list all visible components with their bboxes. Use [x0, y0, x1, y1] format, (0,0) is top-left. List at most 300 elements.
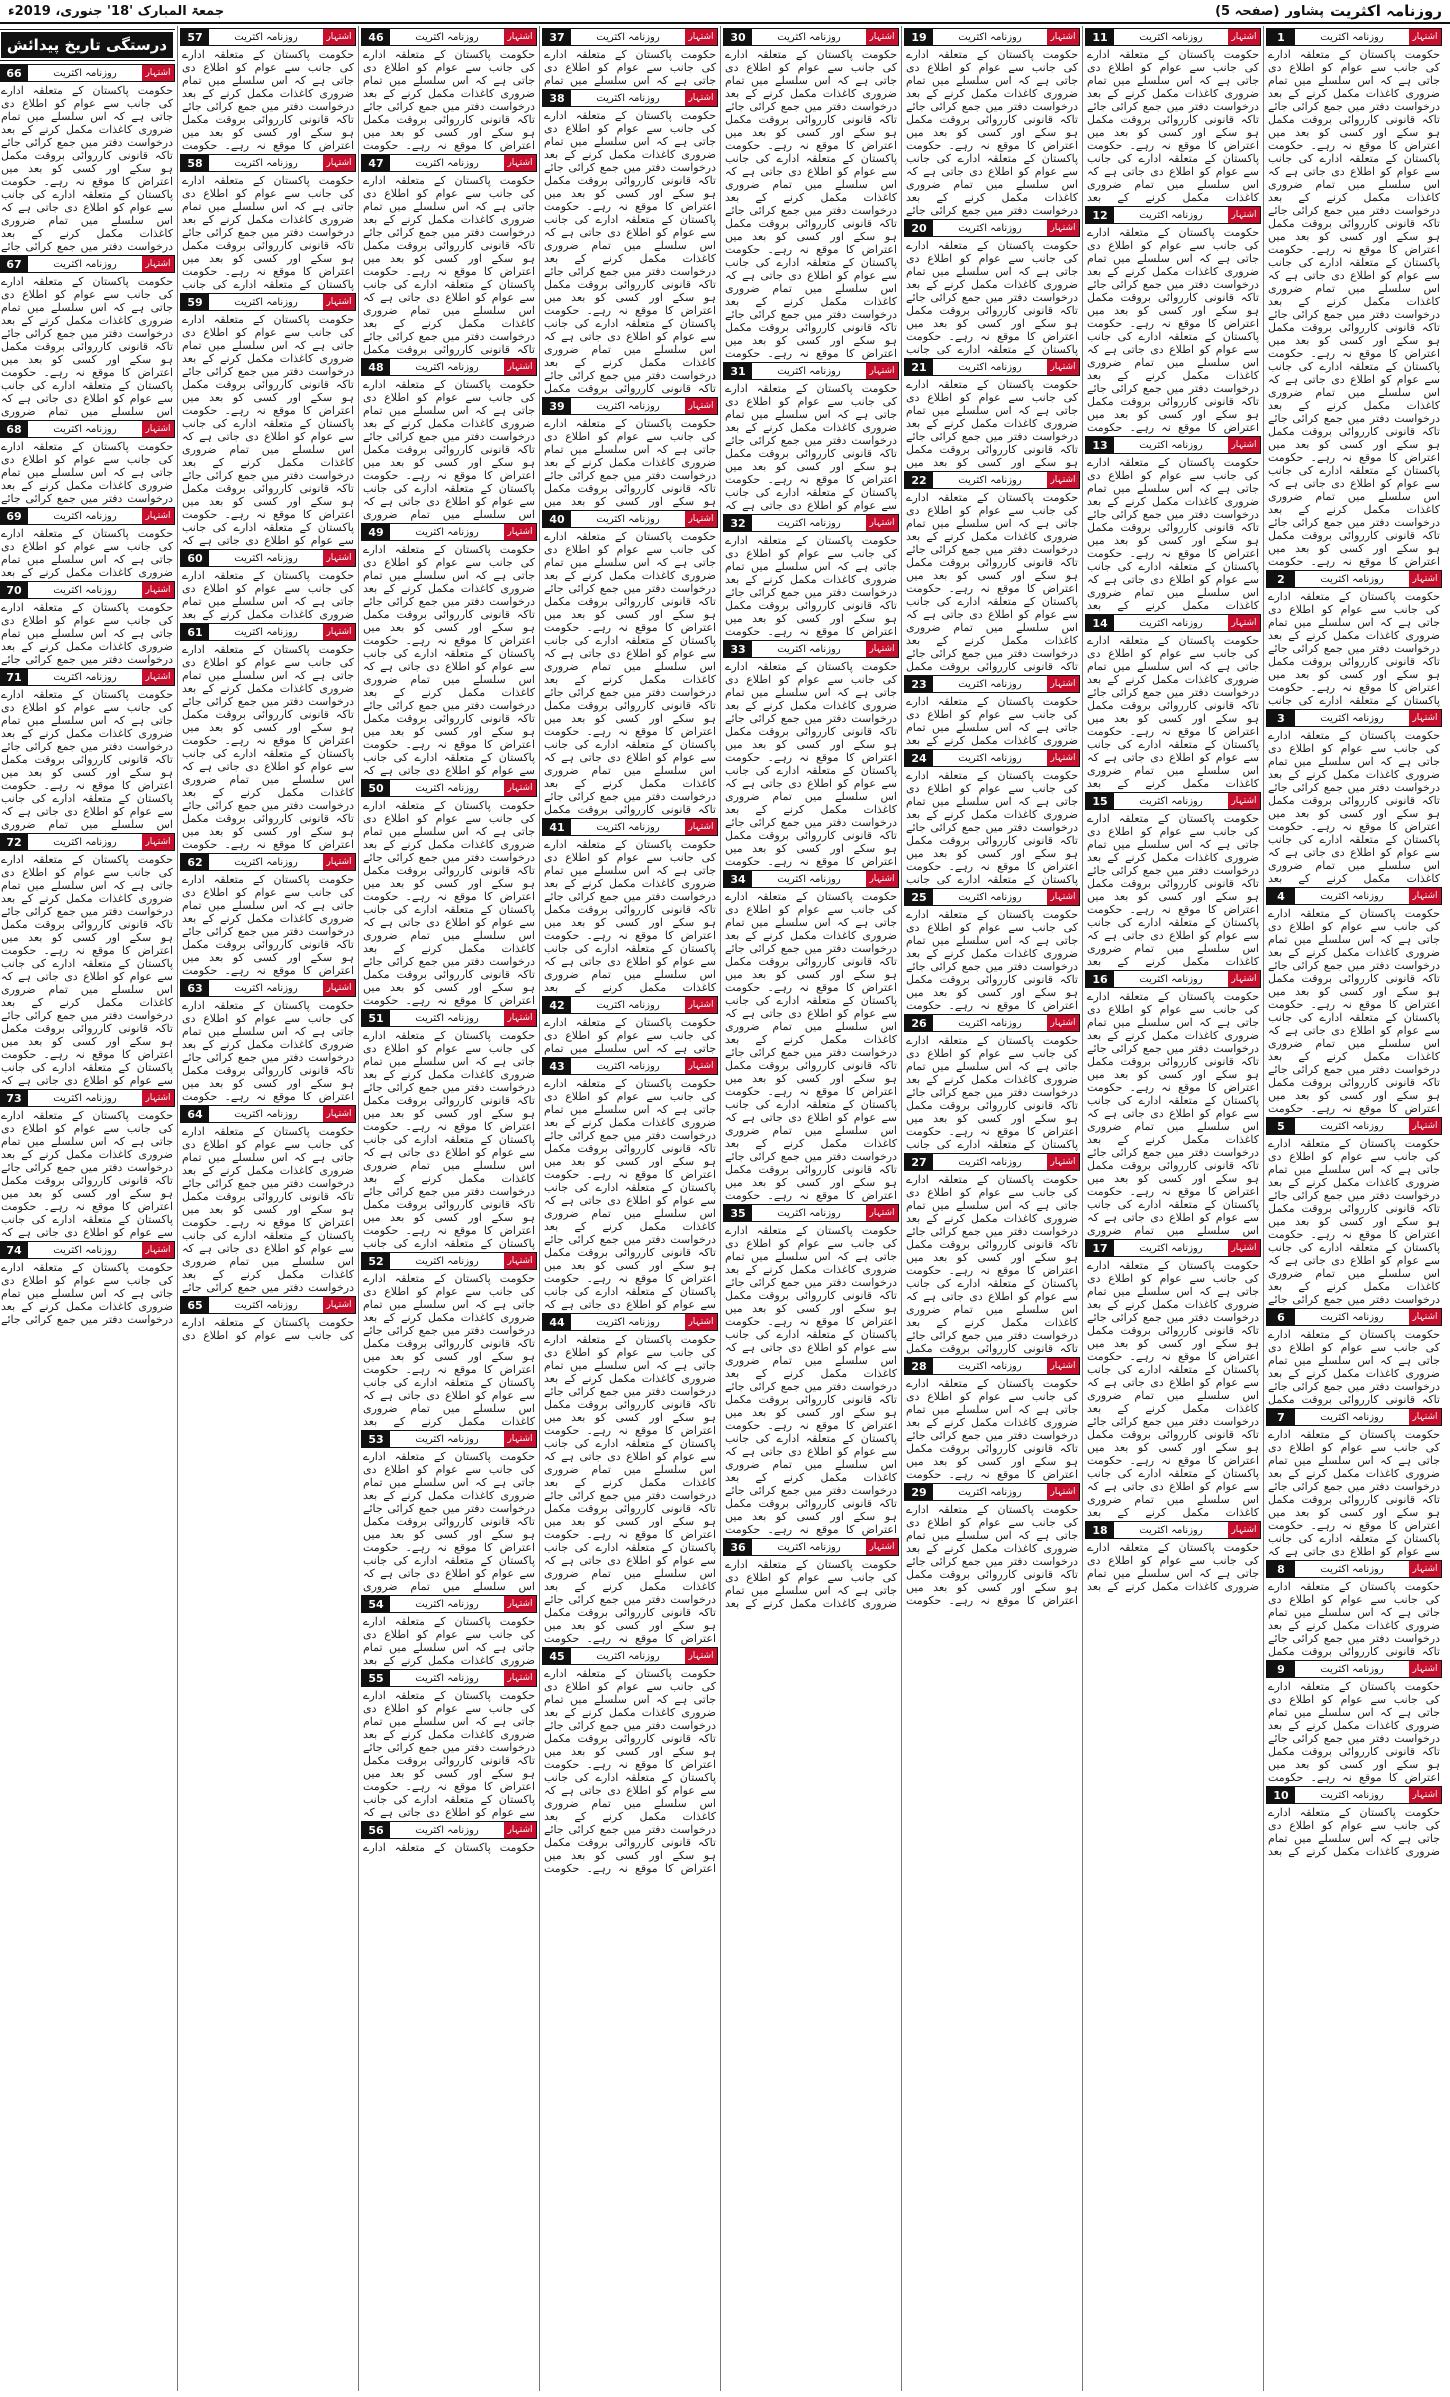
- notice-number: 42: [543, 997, 571, 1013]
- notice-paper-label: روزنامہ اکثریت: [209, 980, 323, 996]
- notice-item: [904, 1357, 1080, 1481]
- notice-number: 38: [543, 90, 571, 106]
- notice-item: [180, 623, 356, 851]
- notice-tag: اشتہار: [1047, 359, 1079, 375]
- notice-tag: اشتہار: [142, 582, 174, 598]
- notice-number: 15: [1086, 793, 1114, 809]
- notice-paper-label: روزنامہ اکثریت: [1295, 1309, 1409, 1325]
- notice-paper-label: روزنامہ اکثریت: [571, 997, 685, 1013]
- notice-header: [904, 358, 1080, 376]
- notice-item: [0, 668, 175, 831]
- notice-column: [180, 26, 356, 2391]
- notice-paper-label: روزنامہ اکثریت: [1295, 29, 1409, 45]
- notice-body: حکومت پاکستان کے متعلقہ ادارے کی جانب سے عوام کو اطلاع دی جاتی ہے کہ اس سلسلے میں تمام ضروری کاغذات مکمل کرنے کے بعد درخواست دفتر میں جمع کرائی جائے تاکہ قانونی کارروائی بروقت مکمل ہو سکے اور کسی کو بعد میں اعتراض کا موقع نہ رہے۔ حکومت: [363, 48, 535, 152]
- notice-item: [1085, 28, 1261, 204]
- notice-number: 19: [905, 29, 933, 45]
- notice-tag: اشتہار: [866, 1539, 898, 1555]
- notice-body: حکومت پاکستان کے متعلقہ ادارے کی جانب سے عوام کو اطلاع دی جاتی ہے کہ اس سلسلے میں تمام ضروری کاغذات مکمل کرنے کے بعد درخواست دفتر میں جمع کرائی جائے تاکہ قانونی کارروائی بروقت مکمل ہو سکے اور کسی کو بعد میں اعتراض کا موقع نہ رہے۔ حکومت پاکستان کے متعلقہ ادارے کی جانب سے عوام کو اطلاع دی جاتی ہے کہ اس سلسلے میں تمام ضروری کاغذات مکمل کرنے کے بعد: [1268, 729, 1440, 885]
- notice-header: [361, 1669, 537, 1687]
- notice-number: 11: [1086, 29, 1114, 45]
- notice-paper-label: روزنامہ اکثریت: [209, 854, 323, 870]
- notice-number: 59: [181, 294, 209, 310]
- notice-tag: اشتہار: [1228, 207, 1260, 223]
- notice-paper-label: روزنامہ اکثریت: [752, 871, 866, 887]
- notice-item: [542, 28, 718, 87]
- notice-number: 71: [0, 669, 28, 685]
- notice-item: [180, 1105, 356, 1294]
- notice-tag: اشتہار: [504, 1253, 536, 1269]
- notice-tag: اشتہار: [1047, 29, 1079, 45]
- column-divider: [539, 26, 540, 2391]
- notice-header: [0, 833, 175, 851]
- notice-paper-label: روزنامہ اکثریت: [752, 29, 866, 45]
- notice-body: حکومت پاکستان کے متعلقہ ادارے کی جانب سے عوام کو اطلاع دی جاتی ہے کہ اس سلسلے میں تمام ضروری کاغذات مکمل کرنے کے بعد: [906, 695, 1078, 747]
- notice-paper-label: روزنامہ اکثریت: [209, 550, 323, 566]
- notice-header: [904, 28, 1080, 46]
- notice-column: [904, 26, 1080, 2391]
- notice-number: 27: [905, 1154, 933, 1170]
- notice-tag: اشتہار: [1228, 1240, 1260, 1256]
- notice-item: [542, 1313, 718, 1645]
- column-divider: [1263, 26, 1264, 2391]
- notice-header: [542, 1057, 718, 1075]
- notice-body: حکومت پاکستان کے متعلقہ ادارے کی جانب سے عوام کو اطلاع دی جاتی ہے کہ اس سلسلے میں تمام ضروری کاغذات مکمل کرنے کے بعد درخواست دفتر میں جمع کرائی جائے تاکہ قانونی کارروائی بروقت مکمل ہو سکے اور کسی کو بعد میں اعتراض کا موقع نہ رہے۔ حکومت پاکستان کے متعلقہ ادارے کی جانب: [906, 239, 1078, 356]
- notice-paper-label: روزنامہ اکثریت: [752, 641, 866, 657]
- notice-number: 39: [543, 398, 571, 414]
- issue-date: جمعۃ المبارک '18' جنوری، 2019ء: [8, 3, 225, 19]
- notice-header: [904, 1357, 1080, 1375]
- notice-body: حکومت پاکستان کے متعلقہ ادارے کی جانب سے عوام کو اطلاع دی جاتی ہے کہ اس سلسلے میں تمام ضروری کاغذات مکمل کرنے کے بعد درخواست دفتر میں جمع کرائی جائے تاکہ قانونی کارروائی بروقت مکمل ہو سکے اور کسی کو بعد میں اعتراض کا موقع نہ رہے۔ حکومت پاکستان کے متعلقہ ادارے کی جانب سے عوام کو اطلاع دی جاتی ہے کہ اس سلسلے میں تمام ضروری کاغذات مکمل کرنے کے بعد درخواست دفتر میں جمع کرائی جائے تاکہ قانونی کارروائی بروقت مکمل ہو سکے اور کسی کو بعد میں اعتراض کا موقع نہ رہے۔ حکومت پاکستان کے متعلقہ ادارے کی جانب: [363, 1029, 535, 1250]
- notice-tag: اشتہار: [1047, 750, 1079, 766]
- notice-body: حکومت پاکستان کے متعلقہ ادارے کی جانب سے عوام کو اطلاع دی جاتی ہے کہ اس سلسلے میں تمام ضروری کاغذات مکمل کرنے کے بعد درخواست دفتر میں جمع کرائی جائے تاکہ قانونی کارروائی بروقت مکمل ہو سکے اور کسی کو بعد میں: [544, 417, 716, 508]
- notice-header: [1266, 1560, 1442, 1578]
- notice-tag: اشتہار: [504, 1596, 536, 1612]
- notice-item: [361, 154, 537, 356]
- notice-header: [1085, 206, 1261, 224]
- notice-number: 48: [362, 359, 390, 375]
- notice-tag: اشتہار: [323, 624, 355, 640]
- notice-item: [723, 514, 899, 638]
- notice-header: [361, 779, 537, 797]
- notice-number: 43: [543, 1058, 571, 1074]
- notice-paper-label: روزنامہ اکثریت: [209, 155, 323, 171]
- notice-header: [904, 888, 1080, 906]
- notice-number: 28: [905, 1358, 933, 1374]
- notice-header: [180, 549, 356, 567]
- notice-item: [1266, 28, 1442, 568]
- notice-number: 68: [0, 421, 28, 437]
- notice-body: حکومت پاکستان کے متعلقہ ادارے کی جانب سے عوام کو اطلاع دی جاتی ہے کہ اس سلسلے میں تمام ضروری کاغذات مکمل کرنے کے بعد درخواست دفتر میں جمع کرائی جائے تاکہ قانونی کارروائی بروقت مکمل: [1268, 1580, 1440, 1658]
- notice-paper-label: روزنامہ اکثریت: [28, 421, 142, 437]
- notice-number: 45: [543, 1648, 571, 1664]
- notice-tag: اشتہار: [866, 29, 898, 45]
- notice-tag: اشتہار: [504, 780, 536, 796]
- notice-number: 14: [1086, 615, 1114, 631]
- notice-item: [1266, 570, 1442, 707]
- notice-paper-label: روزنامہ اکثریت: [1295, 1787, 1409, 1803]
- notice-number: 52: [362, 1253, 390, 1269]
- notice-number: 55: [362, 1670, 390, 1686]
- notice-header: [1085, 792, 1261, 810]
- notice-tag: اشتہار: [1228, 437, 1260, 453]
- notice-paper-label: روزنامہ اکثریت: [209, 1106, 323, 1122]
- notice-body: حکومت پاکستان کے متعلقہ ادارے کی جانب سے عوام کو اطلاع دی جاتی ہے کہ اس سلسلے میں تمام ضروری کاغذات مکمل کرنے کے بعد درخواست دفتر میں جمع کرائی جائے تاکہ قانونی کارروائی بروقت مکمل ہو سکے اور کسی کو بعد میں اعتراض کا موقع نہ رہے۔ حکومت پاکستان کے متعلقہ ادارے کی جانب سے عوام کو اطلاع دی جاتی ہے کہ اس سلسلے میں تمام ضروری: [363, 378, 535, 521]
- notice-paper-label: روزنامہ اکثریت: [933, 472, 1047, 488]
- notice-body: حکومت پاکستان کے متعلقہ ادارے کی جانب سے عوام کو اطلاع دی جاتی ہے کہ اس سلسلے میں تمام ضروری کاغذات مکمل کرنے کے بعد درخواست دفتر میں جمع کرائی جائے تاکہ قانونی کارروائی بروقت مکمل ہو سکے اور کسی کو بعد میں اعتراض کا موقع نہ رہے۔ حکومت پاکستان کے متعلقہ ادارے کی جانب سے عوام کو اطلاع دی جاتی ہے کہ اس سلسلے میں تمام ضروری کاغذات مکمل کرنے کے بعد: [1087, 48, 1259, 204]
- notice-item: [1266, 709, 1442, 885]
- notice-paper-label: روزنامہ اکثریت: [933, 676, 1047, 692]
- notice-item: [1266, 1117, 1442, 1306]
- notice-paper-label: روزنامہ اکثریت: [571, 1648, 685, 1664]
- notice-header: [180, 853, 356, 871]
- notice-header: [361, 1009, 537, 1027]
- notice-paper-label: روزنامہ اکثریت: [933, 29, 1047, 45]
- notice-tag: اشتہار: [866, 871, 898, 887]
- city-name: پشاور: [1285, 3, 1324, 19]
- notice-item: [180, 853, 356, 977]
- notice-body: حکومت پاکستان کے متعلقہ ادارے کی جانب سے عوام کو اطلاع دی جاتی ہے کہ اس سلسلے میں تمام ضروری کاغذات مکمل کرنے کے بعد درخواست دفتر میں جمع کرائی جائے تاکہ قانونی کارروائی بروقت مکمل ہو سکے اور کسی کو بعد میں اعتراض کا موقع نہ رہے۔ حکومت پاکستان کے متعلقہ ادارے کی جانب سے عوام کو اطلاع دی جاتی ہے کہ اس سلسلے میں تمام ضروری کاغذات مکمل کرنے کے بعد درخواست دفتر میں جمع کرائی جائے: [1268, 1137, 1440, 1306]
- notice-body: حکومت پاکستان کے متعلقہ ادارے کی جانب سے عوام کو اطلاع دی جاتی ہے کہ اس سلسلے میں تمام ضروری کاغذات مکمل کرنے کے بعد درخواست دفتر میں جمع کرائی جائے تاکہ قانونی کارروائی بروقت مکمل ہو سکے اور کسی کو بعد میں اعتراض کا موقع نہ رہے۔ حکومت پاکستان کے متعلقہ ادارے کی جانب سے عوام کو اطلاع دی جاتی ہے کہ اس سلسلے میں تمام ضروری: [363, 1450, 535, 1593]
- notice-column: [361, 26, 537, 2391]
- notice-tag: اشتہار: [1228, 971, 1260, 987]
- notice-header: [1266, 1660, 1442, 1678]
- notice-item: [1085, 1239, 1261, 1519]
- notice-item: [904, 749, 1080, 886]
- notice-number: 61: [181, 624, 209, 640]
- notice-paper-label: روزنامہ اکثریت: [571, 511, 685, 527]
- notice-body: حکومت پاکستان کے متعلقہ ادارے کی جانب سے عوام کو اطلاع دی جاتی ہے کہ اس سلسلے میں تمام ضروری کاغذات مکمل کرنے کے بعد درخواست دفتر میں جمع کرائی جائے تاکہ قانونی کارروائی بروقت مکمل ہو سکے اور کسی کو بعد میں اعتراض کا موقع نہ رہے۔ حکومت پاکستان کے متعلقہ ادارے کی جانب سے عوام کو اطلاع دی جاتی ہے کہ اس سلسلے میں تمام ضروری کاغذات مکمل کرنے کے بعد درخواست دفتر میں جمع کرائی جائے تاکہ قانونی کارروائی بروقت مکمل ہو سکے اور کسی کو بعد میں اعتراض کا موقع نہ رہے۔ حکومت: [1087, 226, 1259, 434]
- notice-header: [542, 996, 718, 1014]
- notice-body: حکومت پاکستان کے متعلقہ ادارے کی جانب سے عوام کو اطلاع دی جاتی ہے کہ اس سلسلے میں تمام ضروری کاغذات مکمل کرنے کے بعد درخواست دفتر میں جمع کرائی جائے تاکہ قانونی کارروائی بروقت مکمل ہو سکے اور کسی کو بعد میں اعتراض کا موقع نہ رہے۔ حکومت پاکستان کے متعلقہ ادارے کی جانب سے عوام کو اطلاع دی جاتی ہے کہ اس سلسلے میں تمام ضروری کاغذات مکمل کرنے کے بعد درخواست دفتر میں جمع کرائی جائے تاکہ قانونی کارروائی بروقت مکمل ہو سکے اور کسی کو بعد میں اعتراض کا موقع نہ رہے۔ حکومت: [182, 643, 354, 851]
- notice-number: 22: [905, 472, 933, 488]
- notice-paper-label: روزنامہ اکثریت: [752, 515, 866, 531]
- notice-body: حکومت پاکستان کے متعلقہ ادارے کی جانب سے عوام کو اطلاع دی جاتی ہے کہ اس سلسلے میں تمام ضروری کاغذات مکمل کرنے کے بعد درخواست دفتر میں جمع کرائی جائے تاکہ قانونی کارروائی بروقت مکمل ہو سکے اور کسی کو بعد میں اعتراض کا موقع نہ رہے۔ حکومت پاکستان کے متعلقہ ادارے کی جانب سے عوام کو اطلاع دی جاتی ہے کہ اس سلسلے میں تمام ضروری کاغذات مکمل کرنے کے بعد درخواست دفتر میں جمع کرائی جائے: [1, 84, 173, 253]
- notice-body: حکومت پاکستان کے متعلقہ ادارے کی جانب سے عوام کو اطلاع دی جاتی ہے کہ اس سلسلے میں تمام ضروری کاغذات مکمل کرنے کے بعد درخواست دفتر میں جمع کرائی جائے تاکہ قانونی کارروائی بروقت مکمل ہو سکے اور کسی کو بعد میں اعتراض کا موقع نہ رہے۔ حکومت پاکستان کے متعلقہ ادارے کی جانب سے عوام کو اطلاع دی جاتی ہے کہ اس سلسلے میں تمام ضروری کاغذات مکمل کرنے کے بعد درخواست دفتر میں جمع کرائی جائے تاکہ قانونی کارروائی بروقت مکمل: [363, 174, 535, 356]
- notice-number: 60: [181, 550, 209, 566]
- notice-column: [0, 26, 175, 2391]
- notice-header: [542, 397, 718, 415]
- notice-number: 31: [724, 363, 752, 379]
- notice-number: 1: [1267, 29, 1295, 45]
- notice-number: 57: [181, 29, 209, 45]
- notice-item: [0, 420, 175, 505]
- notice-paper-label: روزنامہ اکثریت: [28, 834, 142, 850]
- notice-paper-label: روزنامہ اکثریت: [1114, 29, 1228, 45]
- notice-item: [0, 507, 175, 579]
- column-divider: [901, 26, 902, 2391]
- notice-tag: اشتہار: [323, 854, 355, 870]
- notice-paper-label: روزنامہ اکثریت: [390, 780, 504, 796]
- notice-item: [1266, 887, 1442, 1115]
- notice-item: [904, 888, 1080, 1012]
- notice-header: [904, 1483, 1080, 1501]
- notice-paper-label: روزنامہ اکثریت: [571, 1058, 685, 1074]
- notice-paper-label: روزنامہ اکثریت: [28, 1090, 142, 1106]
- notice-tag: اشتہار: [685, 997, 717, 1013]
- notice-header: [0, 420, 175, 438]
- notice-paper-label: روزنامہ اکثریت: [390, 359, 504, 375]
- notice-header: [542, 818, 718, 836]
- notice-header: [1085, 436, 1261, 454]
- notice-tag: اشتہار: [142, 669, 174, 685]
- notice-header: [361, 28, 537, 46]
- notice-column: [1085, 26, 1261, 2391]
- notice-header: [180, 623, 356, 641]
- notice-header: [1266, 1117, 1442, 1135]
- notice-body: حکومت پاکستان کے متعلقہ ادارے کی جانب سے عوام کو اطلاع دی جاتی ہے کہ اس سلسلے میں تمام ضروری کاغذات مکمل کرنے کے بعد درخواست دفتر میں جمع کرائی جائے تاکہ قانونی کارروائی بروقت مکمل: [1268, 1328, 1440, 1406]
- notice-body: حکومت پاکستان کے متعلقہ ادارے کی جانب سے عوام کو اطلاع دی جاتی ہے کہ اس سلسلے میں تمام ضروری کاغذات مکمل کرنے کے بعد درخواست دفتر میں جمع کرائی جائے تاکہ قانونی کارروائی بروقت مکمل ہو سکے اور کسی کو بعد میں اعتراض کا موقع نہ رہے۔ حکومت پاکستان کے متعلقہ ادارے کی جانب سے عوام کو اطلاع دی جاتی ہے کہ اس سلسلے میں تمام ضروری کاغذات مکمل کرنے کے بعد درخواست دفتر میں جمع کرائی جائے تاکہ قانونی کارروائی بروقت مکمل ہو سکے اور کسی کو بعد میں اعتراض کا موقع نہ رہے۔ حکومت پاکستان کے متعلقہ ادارے کی جانب سے عوام کو اطلاع دی جاتی ہے کہ: [1, 853, 173, 1087]
- notice-tag: اشتہار: [323, 29, 355, 45]
- notice-body: حکومت پاکستان کے متعلقہ ادارے کی جانب سے عوام کو اطلاع دی جاتی ہے کہ اس سلسلے میں تمام ضروری کاغذات مکمل کرنے کے بعد درخواست دفتر میں جمع کرائی جائے تاکہ قانونی کارروائی بروقت مکمل ہو سکے اور کسی کو بعد میں اعتراض کا موقع نہ رہے۔ حکومت پاکستان کے متعلقہ ادارے کی جانب سے عوام کو اطلاع دی جاتی ہے کہ اس سلسلے میں تمام ضروری کاغذات مکمل کرنے کے بعد درخواست دفتر میں جمع کرائی جائے تاکہ قانونی کارروائی بروقت مکمل ہو سکے اور کسی کو بعد میں اعتراض کا موقع نہ رہے۔ حکومت پاکستان کے متعلقہ ادارے کی جانب سے عوام کو اطلاع دی جاتی ہے کہ اس سلسلے میں تمام ضروری کاغذات مکمل کرنے کے بعد درخواست دفتر میں جمع کرائی جائے تاکہ قانونی کارروائی بروقت مکمل ہو سکے اور کسی کو بعد میں اعتراض کا موقع نہ رہے۔ حکومت: [544, 1333, 716, 1645]
- notice-tag: اشتہار: [504, 29, 536, 45]
- notice-body: حکومت پاکستان کے متعلقہ ادارے کی جانب سے عوام کو اطلاع دی جاتی ہے کہ اس سلسلے میں تمام ضروری کاغذات مکمل کرنے کے بعد درخواست دفتر میں جمع کرائی جائے تاکہ قانونی کارروائی بروقت مکمل ہو سکے اور کسی کو بعد میں اعتراض کا موقع نہ رہے۔ حکومت پاکستان کے متعلقہ ادارے کی جانب: [906, 769, 1078, 886]
- notice-paper-label: روزنامہ اکثریت: [1114, 793, 1228, 809]
- notice-header: [723, 1538, 899, 1556]
- notice-body: حکومت پاکستان کے متعلقہ ادارے کی جانب سے عوام کو اطلاع دی جاتی ہے کہ اس سلسلے میں تمام ضروری کاغذات مکمل کرنے کے بعد درخواست دفتر میں جمع کرائی جائے تاکہ قانونی کارروائی بروقت مکمل ہو سکے اور کسی کو بعد میں اعتراض کا موقع نہ رہے۔ حکومت: [906, 1377, 1078, 1481]
- notice-number: 4: [1267, 888, 1295, 904]
- notice-number: 3: [1267, 710, 1295, 726]
- notice-number: 70: [0, 582, 28, 598]
- notice-paper-label: روزنامہ اکثریت: [571, 29, 685, 45]
- notice-tag: اشتہار: [1047, 1015, 1079, 1031]
- notice-tag: اشتہار: [1409, 29, 1441, 45]
- notice-number: 63: [181, 980, 209, 996]
- notice-paper-label: روزنامہ اکثریت: [571, 90, 685, 106]
- notice-paper-label: روزنامہ اکثریت: [752, 1205, 866, 1221]
- notice-tag: اشتہار: [323, 1297, 355, 1313]
- notice-body: حکومت پاکستان کے متعلقہ ادارے کی جانب سے عوام کو اطلاع دی جاتی ہے کہ اس سلسلے میں تمام ضروری کاغذات مکمل کرنے کے بعد درخواست دفتر میں جمع کرائی جائے: [1, 1261, 173, 1326]
- notice-item: [1085, 970, 1261, 1237]
- notice-body: حکومت پاکستان کے متعلقہ ادارے کی جانب سے عوام کو اطلاع دی جاتی ہے کہ اس سلسلے میں تمام ضروری کاغذات مکمل کرنے کے بعد درخواست دفتر میں جمع کرائی جائے تاکہ قانونی کارروائی بروقت مکمل ہو سکے اور کسی کو بعد میں اعتراض کا موقع نہ رہے۔ حکومت: [182, 999, 354, 1103]
- column-divider: [720, 26, 721, 2391]
- section-banner: درستگی تاریخ پیدائش: [0, 30, 175, 60]
- notice-number: 65: [181, 1297, 209, 1313]
- notice-header: [904, 219, 1080, 237]
- notice-tag: اشتہار: [685, 819, 717, 835]
- notice-header: [1266, 1408, 1442, 1426]
- notice-paper-label: روزنامہ اکثریت: [28, 1242, 142, 1258]
- notice-body: حکومت پاکستان کے متعلقہ ادارے کی جانب سے عوام کو اطلاع دی جاتی ہے کہ اس سلسلے میں تمام ضروری کاغذات مکمل کرنے کے بعد درخواست دفتر میں جمع کرائی جائے تاکہ قانونی کارروائی بروقت مکمل ہو سکے اور کسی کو بعد میں اعتراض کا موقع نہ رہے۔ حکومت پاکستان کے متعلقہ ادارے کی جانب سے عوام کو اطلاع دی جاتی ہے کہ اس سلسلے میں تمام ضروری کاغذات مکمل کرنے کے بعد درخواست دفتر میں جمع کرائی جائے تاکہ قانونی کارروائی بروقت مکمل ہو سکے اور کسی کو بعد میں اعتراض کا موقع نہ رہے۔ حکومت: [544, 1667, 716, 1875]
- notice-paper-label: روزنامہ اکثریت: [1295, 888, 1409, 904]
- notice-body: حکومت پاکستان کے متعلقہ ادارے: [363, 1841, 535, 1854]
- notice-header: [904, 471, 1080, 489]
- notice-number: 54: [362, 1596, 390, 1612]
- notice-item: [723, 870, 899, 1202]
- notice-body: حکومت پاکستان کے متعلقہ ادارے کی جانب سے عوام کو اطلاع دی جاتی ہے کہ اس سلسلے میں تمام ضروری کاغذات مکمل کرنے کے بعد درخواست دفتر میں جمع کرائی جائے تاکہ قانونی کارروائی بروقت مکمل ہو سکے اور کسی کو بعد میں اعتراض کا موقع نہ رہے۔ حکومت پاکستان کے متعلقہ ادارے کی جانب سے عوام کو اطلاع دی جاتی ہے کہ اس سلسلے میں تمام ضروری کاغذات مکمل کرنے کے بعد درخواست دفتر میں جمع کرائی جائے تاکہ قانونی کارروائی بروقت مکمل ہو سکے اور کسی کو بعد میں اعتراض کا موقع نہ رہے۔ حکومت: [363, 799, 535, 1007]
- notice-header: [361, 358, 537, 376]
- notice-paper-label: روزنامہ اکثریت: [28, 669, 142, 685]
- notice-tag: اشتہار: [1047, 1154, 1079, 1170]
- notice-header: [180, 154, 356, 172]
- notice-item: [1266, 1408, 1442, 1558]
- notice-paper-label: روزنامہ اکثریت: [752, 363, 866, 379]
- notice-number: 56: [362, 1822, 390, 1838]
- notice-item: [542, 510, 718, 816]
- notice-column: [542, 26, 718, 2391]
- notice-body: حکومت پاکستان کے متعلقہ ادارے کی جانب سے عوام کو اطلاع دی جاتی ہے کہ اس سلسلے میں تمام ضروری کاغذات مکمل کرنے کے بعد: [1268, 1806, 1440, 1858]
- notice-body: حکومت پاکستان کے متعلقہ ادارے کی جانب سے عوام کو اطلاع دی جاتی ہے کہ اس سلسلے میں تمام ضروری کاغذات مکمل کرنے کے بعد درخواست دفتر میں جمع کرائی جائے تاکہ قانونی کارروائی بروقت مکمل ہو سکے اور کسی کو بعد میں اعتراض کا موقع نہ رہے۔ حکومت: [182, 873, 354, 977]
- notice-body: حکومت پاکستان کے متعلقہ ادارے کی جانب سے عوام کو اطلاع دی جاتی ہے کہ اس سلسلے میں تمام ضروری کاغذات مکمل کرنے کے بعد درخواست دفتر میں جمع کرائی جائے تاکہ قانونی کارروائی بروقت مکمل ہو سکے اور کسی کو بعد میں اعتراض کا موقع نہ رہے۔ حکومت پاکستان کے متعلقہ ادارے کی جانب سے عوام کو اطلاع دی جاتی ہے کہ اس سلسلے میں تمام ضروری کاغذات مکمل کرنے کے بعد درخواست دفتر میں جمع کرائی جائے تاکہ قانونی کارروائی بروقت مکمل ہو سکے اور کسی کو بعد میں اعتراض کا موقع نہ رہے۔ حکومت پاکستان کے متعلقہ ادارے کی جانب سے عوام کو اطلاع دی جاتی ہے کہ اس سلسلے میں تمام ضروری کاغذات مکمل کرنے کے بعد درخواست دفتر میں جمع کرائی جائے تاکہ قانونی کارروائی بروقت مکمل ہو سکے اور کسی کو بعد میں اعتراض کا موقع نہ رہے۔ حکومت: [725, 48, 897, 360]
- notice-header: [1266, 1786, 1442, 1804]
- notice-body: حکومت پاکستان کے متعلقہ ادارے کی جانب سے عوام کو اطلاع دی جاتی ہے کہ اس سلسلے میں تمام ضروری کاغذات مکمل کرنے کے بعد درخواست دفتر میں جمع کرائی جائے تاکہ قانونی کارروائی بروقت مکمل ہو سکے اور کسی کو بعد میں اعتراض کا موقع نہ رہے۔ حکومت پاکستان کے متعلقہ ادارے کی جانب سے عوام کو اطلاع دی جاتی ہے کہ اس سلسلے میں تمام ضروری کاغذات مکمل کرنے کے بعد درخواست دفتر میں جمع کرائی جائے تاکہ قانونی کارروائی بروقت مکمل ہو سکے اور کسی کو بعد میں اعتراض کا موقع نہ رہے۔ حکومت پاکستان کے متعلقہ ادارے کی جانب سے عوام کو اطلاع دی جاتی ہے کہ اس سلسلے میں تمام ضروری کاغذات مکمل کرنے کے بعد درخواست دفتر میں جمع کرائی جائے تاکہ قانونی کارروائی بروقت مکمل: [544, 530, 716, 816]
- notice-tag: اشتہار: [1047, 472, 1079, 488]
- notice-item: [1266, 1786, 1442, 1858]
- notice-header: [723, 514, 899, 532]
- notice-item: [0, 64, 175, 253]
- notice-tag: اشتہار: [1409, 1561, 1441, 1577]
- notice-header: [1266, 887, 1442, 905]
- notice-header: [361, 154, 537, 172]
- notice-tag: اشتہار: [323, 1106, 355, 1122]
- notice-number: 7: [1267, 1409, 1295, 1425]
- notice-tag: اشتہار: [685, 1314, 717, 1330]
- notice-number: 20: [905, 220, 933, 236]
- notice-header: [1085, 970, 1261, 988]
- notice-number: 41: [543, 819, 571, 835]
- notice-item: [361, 779, 537, 1007]
- notice-number: 17: [1086, 1240, 1114, 1256]
- notice-number: 66: [0, 65, 28, 81]
- page-number: (صفحہ 5): [1215, 3, 1280, 19]
- notice-number: 36: [724, 1539, 752, 1555]
- notice-paper-label: روزنامہ اکثریت: [752, 1539, 866, 1555]
- notice-tag: اشتہار: [323, 980, 355, 996]
- notice-item: [180, 154, 356, 291]
- notice-item: [904, 1483, 1080, 1607]
- notice-item: [542, 1647, 718, 1875]
- notice-paper-label: روزنامہ اکثریت: [390, 1431, 504, 1447]
- notice-header: [1085, 1521, 1261, 1539]
- notice-item: [361, 1252, 537, 1428]
- notice-tag: اشتہار: [685, 511, 717, 527]
- notice-body: حکومت پاکستان کے متعلقہ ادارے کی جانب سے عوام کو اطلاع دی جاتی ہے کہ اس سلسلے میں تمام ضروری کاغذات مکمل کرنے کے بعد درخواست دفتر میں جمع کرائی جائے تاکہ قانونی کارروائی بروقت مکمل ہو سکے اور کسی کو بعد میں اعتراض کا موقع نہ رہے۔ حکومت پاکستان کے متعلقہ ادارے کی جانب سے عوام کو اطلاع دی جاتی ہے کہ اس سلسلے میں تمام ضروری کاغذات مکمل کرنے کے بعد: [1087, 456, 1259, 612]
- notice-paper-label: روزنامہ اکثریت: [1114, 437, 1228, 453]
- notice-tag: اشتہار: [1409, 1787, 1441, 1803]
- notice-header: [723, 362, 899, 380]
- notice-tag: اشتہار: [142, 256, 174, 272]
- notice-tag: اشتہار: [504, 155, 536, 171]
- notice-paper-label: روزنامہ اکثریت: [209, 294, 323, 310]
- notice-item: [723, 1204, 899, 1536]
- notice-body: حکومت پاکستان کے متعلقہ ادارے کی جانب سے عوام کو اطلاع دی جاتی ہے کہ اس سلسلے میں تمام ضروری کاغذات مکمل کرنے کے بعد درخواست دفتر میں جمع کرائی جائے تاکہ قانونی کارروائی بروقت مکمل ہو سکے اور کسی کو بعد میں اعتراض کا موقع نہ رہے۔ حکومت: [182, 48, 354, 152]
- notice-number: 34: [724, 871, 752, 887]
- notice-tag: اشتہار: [1409, 1661, 1441, 1677]
- notice-number: 6: [1267, 1309, 1295, 1325]
- notice-body: حکومت پاکستان کے متعلقہ ادارے کی جانب سے عوام کو اطلاع دی جاتی ہے کہ اس سلسلے میں تمام ضروری کاغذات مکمل کرنے کے بعد درخواست دفتر میں جمع کرائی جائے تاکہ قانونی کارروائی بروقت مکمل ہو سکے اور کسی کو بعد میں اعتراض کا موقع نہ رہے۔ حکومت پاکستان کے متعلقہ ادارے کی جانب سے عوام کو اطلاع دی جاتی ہے کہ اس سلسلے میں تمام ضروری کاغذات مکمل کرنے کے بعد درخواست دفتر میں جمع کرائی جائے تاکہ قانونی کارروائی بروقت مکمل: [906, 491, 1078, 673]
- notice-item: [361, 1009, 537, 1250]
- notice-header: [904, 1014, 1080, 1032]
- notice-item: [180, 28, 356, 152]
- notice-header: [180, 979, 356, 997]
- notice-header: [542, 510, 718, 528]
- notice-paper-label: روزنامہ اکثریت: [1295, 1409, 1409, 1425]
- notice-item: [904, 219, 1080, 356]
- notice-paper-label: روزنامہ اکثریت: [571, 1314, 685, 1330]
- notice-paper-label: روزنامہ اکثریت: [933, 1358, 1047, 1374]
- column-divider: [177, 26, 178, 2391]
- notice-tag: اشتہار: [685, 29, 717, 45]
- notice-number: 64: [181, 1106, 209, 1122]
- notice-paper-label: روزنامہ اکثریت: [571, 398, 685, 414]
- notice-item: [904, 28, 1080, 217]
- notice-tag: اشتہار: [1409, 1309, 1441, 1325]
- notice-body: حکومت پاکستان کے متعلقہ ادارے کی جانب سے عوام کو اطلاع دی جاتی ہے کہ اس سلسلے میں تمام ضروری کاغذات مکمل کرنے کے بعد درخواست دفتر میں جمع کرائی جائے تاکہ قانونی کارروائی بروقت مکمل ہو سکے اور کسی کو بعد میں اعتراض کا موقع نہ رہے۔ حکومت پاکستان کے متعلقہ ادارے کی جانب سے عوام کو اطلاع دی جاتی ہے کہ: [725, 382, 897, 512]
- notice-body: حکومت پاکستان کے متعلقہ ادارے کی جانب سے عوام کو اطلاع دی جاتی ہے کہ اس سلسلے میں تمام ضروری کاغذات مکمل کرنے کے بعد درخواست دفتر میں جمع کرائی جائے تاکہ قانونی کارروائی بروقت مکمل ہو سکے اور کسی کو بعد میں اعتراض کا موقع نہ رہے۔ حکومت پاکستان کے متعلقہ ادارے کی جانب سے عوام کو اطلاع دی جاتی ہے کہ اس سلسلے میں تمام ضروری کاغذات مکمل کرنے کے بعد درخواست دفتر میں جمع کرائی جائے تاکہ قانونی کارروائی بروقت مکمل ہو سکے اور کسی کو بعد میں اعتراض کا موقع نہ رہے۔ حکومت پاکستان کے متعلقہ ادارے کی جانب سے عوام کو اطلاع دی جاتی ہے کہ اس سلسلے میں تمام ضروری کاغذات مکمل کرنے کے بعد درخواست دفتر میں جمع کرائی جائے تاکہ قانونی کارروائی بروقت مکمل ہو سکے اور کسی کو بعد میں اعتراض کا موقع نہ رہے۔ حکومت پاکستان کے متعلقہ ادارے کی جانب سے عوام کو اطلاع دی جاتی ہے کہ اس سلسلے میں تمام ضروری کاغذات مکمل کرنے کے بعد درخواست دفتر میں جمع کرائی جائے تاکہ قانونی کارروائی بروقت مکمل ہو سکے اور کسی کو بعد میں اعتراض کا موقع نہ رہے۔ حکومت پاکستان کے متعلقہ ادارے کی جانب سے عوام کو اطلاع دی جاتی ہے کہ اس سلسلے میں تمام ضروری کاغذات مکمل کرنے کے بعد درخواست دفتر میں جمع کرائی جائے تاکہ قانونی کارروائی بروقت مکمل ہو سکے اور کسی کو بعد میں اعتراض کا موقع نہ رہے۔ حکومت: [1268, 48, 1440, 568]
- notice-number: 18: [1086, 1522, 1114, 1538]
- notice-item: [904, 1153, 1080, 1355]
- notice-item: [0, 1089, 175, 1239]
- notice-header: [542, 28, 718, 46]
- notice-number: 23: [905, 676, 933, 692]
- notice-header: [361, 523, 537, 541]
- notice-tag: اشتہار: [1409, 888, 1441, 904]
- notice-number: 10: [1267, 1787, 1295, 1803]
- notice-item: [1085, 792, 1261, 968]
- notice-header: [0, 581, 175, 599]
- notice-tag: اشتہار: [866, 641, 898, 657]
- notice-tag: اشتہار: [866, 515, 898, 531]
- notice-number: 30: [724, 29, 752, 45]
- notice-header: [0, 1241, 175, 1259]
- notice-header: [542, 1313, 718, 1331]
- notice-body: حکومت پاکستان کے متعلقہ ادارے کی جانب سے عوام کو اطلاع دی جاتی ہے کہ اس سلسلے میں تمام ضروری کاغذات مکمل کرنے کے بعد درخواست دفتر میں جمع کرائی جائے تاکہ قانونی کارروائی بروقت مکمل ہو سکے اور کسی کو بعد میں اعتراض کا موقع نہ رہے۔ حکومت: [725, 534, 897, 638]
- notice-number: 47: [362, 155, 390, 171]
- notice-body: حکومت پاکستان کے متعلقہ ادارے کی جانب سے عوام کو اطلاع دی جاتی ہے کہ اس سلسلے میں تمام ضروری کاغذات مکمل کرنے کے بعد: [1087, 1541, 1259, 1593]
- notice-tag: اشتہار: [1409, 1118, 1441, 1134]
- notice-paper-label: روزنامہ اکثریت: [28, 582, 142, 598]
- notice-body: حکومت پاکستان کے متعلقہ ادارے کی جانب سے عوام کو اطلاع دی جاتی ہے کہ اس سلسلے میں تمام ضروری کاغذات مکمل کرنے کے بعد درخواست دفتر میں جمع کرائی جائے تاکہ قانونی کارروائی بروقت مکمل ہو سکے اور کسی کو بعد میں اعتراض کا موقع نہ رہے۔ حکومت پاکستان کے متعلقہ ادارے کی جانب سے عوام کو اطلاع دی جاتی ہے کہ اس سلسلے میں تمام ضروری کاغذات مکمل کرنے کے بعد درخواست دفتر میں جمع کرائی جائے تاکہ قانونی کارروائی بروقت مکمل ہو سکے اور کسی کو بعد میں اعتراض کا موقع نہ رہے۔ حکومت پاکستان کے متعلقہ ادارے کی جانب سے عوام کو اطلاع دی جاتی ہے کہ: [363, 543, 535, 777]
- notice-body: حکومت پاکستان کے متعلقہ ادارے کی جانب سے عوام کو اطلاع دی جاتی ہے کہ اس سلسلے میں تمام ضروری کاغذات مکمل کرنے کے بعد درخواست دفتر میں جمع کرائی جائے تاکہ قانونی کارروائی بروقت مکمل ہو سکے اور کسی کو بعد میں اعتراض کا موقع نہ رہے۔ حکومت پاکستان کے متعلقہ ادارے کی جانب سے عوام کو اطلاع دی جاتی ہے کہ اس سلسلے میں تمام ضروری کاغذات مکمل کرنے کے بعد درخواست دفتر میں جمع کرائی جائے: [906, 48, 1078, 217]
- notice-body: حکومت پاکستان کے متعلقہ ادارے کی جانب سے عوام کو اطلاع دی جاتی ہے کہ اس سلسلے میں تمام ضروری کاغذات مکمل کرنے کے بعد درخواست دفتر میں جمع کرائی جائے تاکہ قانونی کارروائی بروقت مکمل ہو سکے اور کسی کو بعد میں اعتراض کا موقع نہ رہے۔ حکومت پاکستان کے متعلقہ ادارے کی جانب سے عوام کو اطلاع دی جاتی ہے کہ اس سلسلے میں تمام ضروری: [1, 688, 173, 831]
- notice-paper-label: روزنامہ اکثریت: [1295, 1118, 1409, 1134]
- notice-number: 49: [362, 524, 390, 540]
- notice-paper-label: روزنامہ اکثریت: [390, 1253, 504, 1269]
- notice-tag: اشتہار: [1228, 793, 1260, 809]
- notice-body: حکومت پاکستان کے متعلقہ ادارے کی جانب سے عوام کو اطلاع دی جاتی ہے کہ اس سلسلے میں تمام: [544, 48, 716, 87]
- notice-header: [180, 293, 356, 311]
- notice-body: حکومت پاکستان کے متعلقہ ادارے کی جانب سے عوام کو اطلاع دی جاتی ہے کہ اس سلسلے میں تمام ضروری کاغذات مکمل کرنے کے بعد درخواست دفتر میں جمع کرائی جائے تاکہ قانونی کارروائی بروقت مکمل ہو سکے اور کسی کو بعد میں اعتراض کا موقع نہ رہے۔ حکومت پاکستان کے متعلقہ ادارے کی جانب سے عوام کو اطلاع دی جاتی ہے کہ اس سلسلے میں تمام ضروری کاغذات مکمل کرنے کے بعد درخواست دفتر میں جمع کرائی جائے تاکہ قانونی کارروائی بروقت مکمل ہو سکے اور کسی کو بعد میں اعتراض کا موقع نہ رہے۔ حکومت پاکستان کے متعلقہ ادارے کی جانب سے عوام کو اطلاع دی جاتی ہے کہ: [182, 313, 354, 547]
- notice-tag: اشتہار: [685, 1058, 717, 1074]
- notice-body: حکومت پاکستان کے متعلقہ ادارے کی جانب سے عوام کو اطلاع دی جاتی ہے کہ اس سلسلے میں تمام ضروری کاغذات مکمل کرنے کے بعد درخواست دفتر میں جمع کرائی جائے تاکہ قانونی کارروائی بروقت مکمل ہو سکے اور کسی کو بعد میں اعتراض کا موقع نہ رہے۔ حکومت پاکستان کے متعلقہ ادارے کی جانب سے عوام کو اطلاع دی جاتی ہے کہ اس سلسلے میں تمام ضروری کاغذات مکمل کرنے کے بعد: [1087, 812, 1259, 968]
- notice-number: 8: [1267, 1561, 1295, 1577]
- notice-tag: اشتہار: [1409, 571, 1441, 587]
- notice-number: 2: [1267, 571, 1295, 587]
- notice-number: 58: [181, 155, 209, 171]
- notice-item: [361, 28, 537, 152]
- notice-paper-label: روزنامہ اکثریت: [390, 1596, 504, 1612]
- notice-item: [0, 255, 175, 418]
- notice-header: [904, 1153, 1080, 1171]
- notice-header: [361, 1252, 537, 1270]
- notice-body: حکومت پاکستان کے متعلقہ ادارے کی جانب سے عوام کو اطلاع دی جاتی ہے کہ اس سلسلے میں تمام: [544, 1016, 716, 1055]
- notice-body: حکومت پاکستان کے متعلقہ ادارے کی جانب سے عوام کو اطلاع دی جاتی ہے کہ اس سلسلے میں تمام ضروری کاغذات مکمل کرنے کے بعد درخواست دفتر میں جمع کرائی جائے تاکہ قانونی کارروائی بروقت مکمل ہو سکے اور کسی کو بعد میں اعتراض کا موقع نہ رہے۔ حکومت پاکستان کے متعلقہ ادارے کی جانب سے عوام کو اطلاع دی جاتی ہے کہ اس سلسلے میں تمام ضروری کاغذات مکمل کرنے کے بعد درخواست دفتر میں جمع کرائی جائے تاکہ قانونی کارروائی بروقت مکمل: [906, 1173, 1078, 1355]
- notice-paper-label: روزنامہ اکثریت: [933, 750, 1047, 766]
- notice-column: [723, 26, 899, 2391]
- notice-tag: اشتہار: [866, 1205, 898, 1221]
- notice-item: [361, 1430, 537, 1593]
- notice-tag: اشتہار: [1047, 1484, 1079, 1500]
- notice-paper-label: روزنامہ اکثریت: [1295, 1661, 1409, 1677]
- notice-number: 32: [724, 515, 752, 531]
- notice-body: حکومت پاکستان کے متعلقہ ادارے کی جانب سے عوام کو اطلاع دی جاتی ہے کہ اس سلسلے میں تمام ضروری کاغذات مکمل کرنے کے بعد درخواست دفتر میں جمع کرائی جائے تاکہ قانونی کارروائی بروقت مکمل ہو سکے اور کسی کو بعد میں اعتراض کا موقع نہ رہے۔ حکومت پاکستان کے متعلقہ ادارے کی جانب سے عوام کو اطلاع دی جاتی ہے کہ اس سلسلے میں تمام ضروری کاغذات مکمل کرنے کے بعد درخواست دفتر میں جمع کرائی جائے تاکہ قانونی کارروائی بروقت مکمل ہو سکے اور کسی کو بعد میں اعتراض کا موقع نہ رہے۔ حکومت پاکستان کے متعلقہ ادارے کی جانب سے عوام کو اطلاع دی جاتی ہے کہ اس سلسلے میں تمام ضروری کاغذات مکمل کرنے کے بعد: [1087, 1259, 1259, 1519]
- notice-item: [1266, 1308, 1442, 1406]
- notice-body: حکومت پاکستان کے متعلقہ ادارے کی جانب سے عوام کو اطلاع دی جاتی ہے کہ اس سلسلے میں تمام ضروری کاغذات مکمل کرنے کے بعد درخواست دفتر میں جمع کرائی جائے تاکہ قانونی کارروائی بروقت مکمل ہو سکے اور کسی کو بعد میں اعتراض کا موقع نہ رہے۔ حکومت پاکستان کے متعلقہ ادارے کی جانب سے عوام کو اطلاع دی جاتی ہے کہ اس سلسلے میں تمام ضروری کاغذات مکمل کرنے کے بعد درخواست دفتر میں جمع کرائی جائے تاکہ قانونی کارروائی بروقت مکمل ہو سکے اور کسی کو بعد میں اعتراض کا موقع نہ رہے۔ حکومت پاکستان کے متعلقہ ادارے کی جانب سے عوام کو اطلاع دی جاتی ہے کہ: [544, 1077, 716, 1311]
- notice-paper-label: روزنامہ اکثریت: [390, 1670, 504, 1686]
- notice-tag: اشتہار: [504, 359, 536, 375]
- notice-item: [0, 833, 175, 1087]
- notice-item: [361, 1821, 537, 1854]
- notice-tag: اشتہار: [323, 294, 355, 310]
